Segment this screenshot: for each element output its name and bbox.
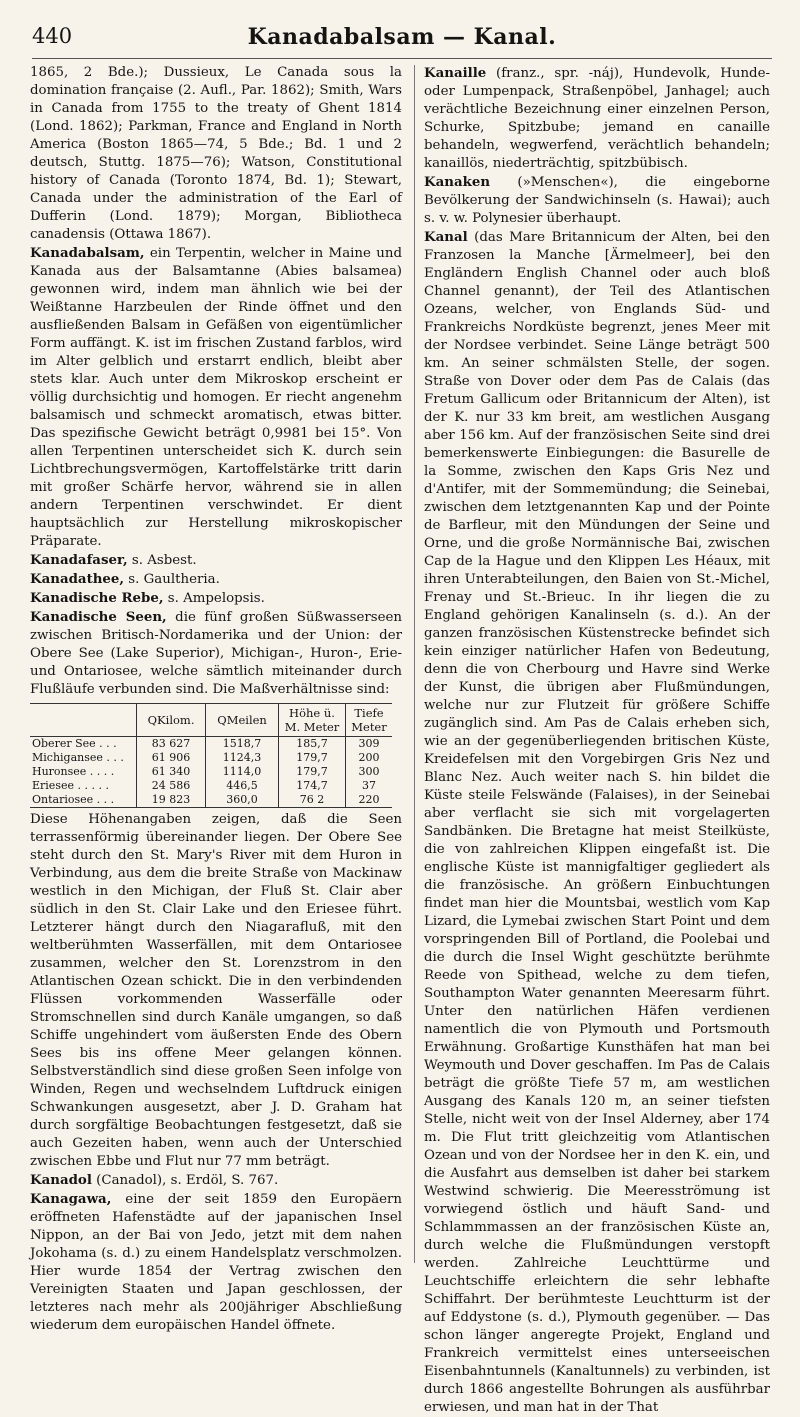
entry-headword: Kanaille	[424, 65, 487, 81]
lakes-description: Diese Höhenangaben zeigen, daß die Seen terrassenförmig übereinander liegen. Der Obere See steht durch den St. Mary's River mit dem Huron in Verbindung, aus dem die breite Straße von Mackinaw westlich in den Michigan, der Fluß St. Clair aber südlich in den St. Clair Lake und den Eriesee führt. Letzterer hängt durch den Niagarafluß, mit den weltberühmten Wasserfällen, mit dem Ontariosee zusammen, welcher den St. Lorenzstrom in den Atlantischen Ozean schickt. Die in den verbindenden Flüssen vorkommenden Wasserfälle oder Stromschnellen sind durch Kanäle umgangen, so daß Schiffe ungehindert vom äußersten Ende des Obern Sees bis ins offene Meer gelangen können. Selbstverständlich sind diese großen Seen infolge von Winden, Regen und wechselndem Luftdruck einigen Schwankungen ausgesetzt, aber J. D. Graham hat durch sorgfältige Beobachtungen festgesetzt, daß sie auch Gezeiten haben, wenn auch der Unterschied zwischen Ebbe und Flut nur 77 mm beträgt.	[30, 812, 402, 1169]
entry-headword: Kanadabalsam,	[30, 245, 145, 261]
table-row	[30, 779, 392, 793]
entry-headword: Kanadische Rebe,	[30, 590, 164, 606]
table-cell: 19 823	[137, 793, 206, 808]
entry-text: s. Gaultheria.	[124, 572, 220, 587]
entry-kanadische-seen	[30, 608, 402, 699]
entry-kanadabalsam	[30, 244, 402, 551]
table-cell: 185,7	[279, 737, 346, 752]
entry-headword: Kanaken	[424, 174, 491, 190]
table-cell: 179,7	[279, 765, 346, 779]
entry-kanadathee	[30, 570, 402, 589]
table-row	[30, 751, 392, 765]
entry-text: s. Asbest.	[127, 553, 197, 568]
table-cell: Eriesee . . . . .	[32, 779, 109, 792]
table-cell: 1518,7	[206, 737, 279, 752]
table-cell: 446,5	[206, 779, 279, 793]
entry-kanagawa	[30, 1190, 402, 1335]
entry-headword: Kanal	[424, 229, 468, 245]
table-header: QKilom.	[137, 704, 206, 737]
left-column	[30, 64, 403, 1333]
table-cell: 309	[346, 737, 393, 752]
table-cell: 179,7	[279, 751, 346, 765]
lakes-table	[30, 703, 392, 808]
table-cell: 174,7	[279, 779, 346, 793]
table-header: Höhe ü. M. Meter	[279, 704, 346, 737]
entry-kanadische-rebe	[30, 589, 402, 608]
entry-kanaille	[424, 64, 770, 173]
table-header-row	[30, 704, 392, 737]
entry-text: s. Ampelopsis.	[163, 591, 265, 606]
table-cell: 360,0	[206, 793, 279, 808]
table-cell: 220	[346, 793, 393, 808]
table-cell: Oberer See . . .	[32, 737, 117, 750]
table-cell: 76 2	[279, 793, 346, 808]
table-row	[30, 793, 392, 808]
entry-text: ein Terpentin, welcher in Maine und Kanada aus der Balsamtanne (Abies balsamea) gewonnen wird, indem man ähnlich wie bei der Weißtanne Harzbeulen der Rinde öffnet und den ausfließenden Balsam in Gefäßen von eigentümlicher Form auffängt. K. ist im frischen Zustand farblos, wird im Alter gelblich und erstarrt endlich, bleibt aber stets klar. Auch unter dem Mikroskop erscheint er völlig durchsichtig und homogen. Er riecht angenehm balsamisch und schmeckt aromatisch, etwas bitter. Das spezifische Gewicht beträgt 0,9981 bei 15°. Von allen Terpentinen unterscheidet sich K. durch sein Lichtbrechungsvermögen, Kartoffelstärke tritt darin mit großer Schärfe hervor, während sie in allen andern Terpentinen verschwindet. Er dient hauptsächlich zur Herstellung mikroskopischer Präparate.	[30, 246, 402, 549]
entry-kanadol	[30, 1171, 402, 1190]
entry-text: eine der seit 1859 den Europäern eröffneten Hafenstädte auf der japanischen Insel Nippon, an der Bai von Jedo, jetzt mit dem nahen Jokohama (s. d.) zu einem Handelsplatz verschmolzen. Hier wurde 1854 der Vertrag zwischen den Vereinigten Staaten und Japan geschlossen, der letzteres nach mehr als 200jähriger Abschließung wiederum dem europäischen Handel öffnete.	[30, 1192, 402, 1333]
table-cell: 1114,0	[206, 765, 279, 779]
page-header	[32, 12, 772, 52]
page-number: 440	[32, 24, 73, 48]
bibliography-continuation: 1865, 2 Bde.); Dussieux, Le Canada sous la domination française (2. Aufl., Par. 1862); Smith, Wars in Canada from 1755 to the treaty of Ghent 1814 (Lond. 1862); Parkman, France and England in North America (Boston 1865—74, 5 Bde.; Bd. 1 und 2 deutsch, Stuttg. 1875—76); Watson, Constitutional history of Canada (Toronto 1874, Bd. 1); Stewart, Canada under the administration of the Earl of Dufferin (Lond. 1879); Morgan, Bibliotheca canadensis (Ottawa 1867).	[30, 65, 402, 242]
table-cell: 83 627	[137, 737, 206, 752]
entry-headword: Kanadische Seen,	[30, 609, 167, 625]
table-header: Tiefe Meter	[346, 704, 393, 737]
table-row	[30, 765, 392, 779]
table-cell: 300	[346, 765, 393, 779]
table-cell: 61 906	[137, 751, 206, 765]
entry-kanadafaser	[30, 551, 402, 570]
entry-headword: Kanadathee,	[30, 571, 125, 587]
table-cell: 1124,3	[206, 751, 279, 765]
table-cell: 61 340	[137, 765, 206, 779]
table-header	[30, 704, 137, 737]
table-header: QMeilen	[206, 704, 279, 737]
table-cell: 37	[346, 779, 393, 793]
entry-headword: Kanadafaser,	[30, 552, 128, 568]
running-title: Kanadabalsam — Kanal.	[247, 24, 557, 50]
entry-text: (»Menschen«), die eingeborne Bevölkerung der Sandwichinseln (s. Hawai); auch s. v. w. Polynesier überhaupt.	[424, 175, 770, 226]
table-cell: 200	[346, 751, 393, 765]
entry-text: (das Mare Britannicum der Alten, bei den Franzosen la Manche [Ärmelmeer], bei den Engländern English Channel oder auch bloß Channel genannt), der Teil des Atlantischen Ozeans, welcher, von Englands Süd- und Frankreichs Nordküste begrenzt, jenes Meer mit der Nordsee verbindet. Seine Länge beträgt 500 km. An seiner schmälsten Stelle, der sogen. Straße von Dover oder dem Pas de Calais (das Fretum Gallicum oder Britannicum der Alten), ist der K. nur 33 km breit, am westlichen Ausgang aber 156 km. Auf der französischen Seite sind drei bemerkenswerte Einbiegungen: die Basurelle de la Somme, zwischen den Kaps Gris Nez und d'Antifer, mit der Sommemündung; die Seinebai, zwischen dem letztgenannten Kap und der Pointe de Barfleur, mit den Mündungen der Seine und Orne, und die große Normännische Bai, zwischen Cap de la Hague und den Klippen Les Héaux, mit ihren Unterabteilungen, den Baien von St.-Michel, Frenay und St.-Brieuc. In ihr liegen die zu England gehörigen Kanalinseln (s. d.). An der ganzen französischen Küstenstrecke befindet sich kein einziger natürlicher Hafen von Bedeutung, denn die von Cherbourg und Havre sind Werke der Kunst, die übrigen aber Flußmündungen, welche nur zur Flutzeit für größere Schiffe zugänglich sind. Am Pas de Calais erheben sich, wie an der gegenüberliegenden britischen Küste, Kreidefelsen mit den Vorgebirgen Gris Nez und Blanc Nez. Auch weiter nach S. hin bildet die Küste steile Felswände (Falaises), in der Seinebai aber verflacht sie sich mit vorgelagerten Sandbänken. Die Bretagne hat meist Steilküste, die von zahlreichen Klippen eingefaßt ist. Die englische Küste ist mannigfaltiger gegliedert als die französische. An größern Einbuchtungen findet man hier die Mountsbai, westlich vom Kap Lizard, die Lymebai zwischen Start Point und dem vorspringenden Bill of Portland, die Poolebai und die durch die Insel Wight geschützte berühmte Reede von Spithead, welche zu dem tiefen, Southampton Water genannten Meeresarm führt. Unter den natürlichen Häfen verdienen namentlich die von Plymouth und Portsmouth Erwähnung. Großartige Kunsthäfen hat man bei Weymouth und Dover geschaffen. Im Pas de Calais beträgt die größte Tiefe 57 m, am westlichen Ausgang des Kanals 120 m, an seiner tiefsten Stelle, nicht weit von der Insel Alderney, aber 174 m. Die Flut tritt gleichzeitig vom Atlantischen Ozean und von der Nordsee her in den K. ein, und die Ausfahrt aus demselben ist daher bei starkem Westwind schwierig. Die Meeresströmung ist vorwiegend östlich und häuft Sand- und Schlammmassen an der französischen Küste an, durch welche die Flußmündungen verstopft werden. Zahlreiche Leuchttürme und Leuchtschiffe erleichtern die sehr lebhafte Schiffahrt. Der berühmteste Leuchtturm ist der auf Eddystone (s. d.), Plymouth gegenüber. — Das schon länger angeregte Projekt, England und Frankreich vermittelst eines unterseeischen Eisenbahntunnels (Kanaltunnels) zu verbinden, ist durch 1866 angestellte Bohrungen als ausführbar erwiesen, und man hat in der That	[424, 230, 770, 1415]
table-cell: 24 586	[137, 779, 206, 793]
entry-headword: Kanagawa,	[30, 1191, 112, 1207]
right-column	[424, 64, 770, 1415]
table-cell: Huronsee . . . .	[32, 765, 115, 778]
entry-kanal	[424, 228, 770, 1417]
entry-text: die fünf großen Süßwasserseen zwischen Britisch-Nordamerika und der Union: der Obere See (Lake Superior), Michigan-, Huron-, Erie- und Ontariosee, welche sämtlich miteinander durch Flußläufe verbunden sind. Die Maßverhältnisse sind:	[30, 610, 403, 697]
entry-text: (Canadol), s. Erdöl, S. 767.	[91, 1173, 279, 1188]
column-divider	[414, 65, 415, 1263]
entry-text: (franz., spr. -náj), Hundevolk, Hunde- oder Lumpenpack, Straßenpöbel, Janhagel; auch verächtliche Bezeichnung einer einzelnen Person, Schurke, Spitzbube; jemand en canaille behandeln, wegwerfend, verächtlich behandeln; kanaillös, niederträchtig, spitzbübisch.	[424, 66, 770, 171]
entry-headword: Kanadol	[30, 1172, 92, 1188]
table-row	[30, 737, 392, 752]
table-cell: Michigansee . . .	[32, 751, 124, 764]
entry-kanaken	[424, 173, 770, 228]
header-rule	[32, 58, 772, 59]
table-cell: Ontariosee . . .	[30, 793, 137, 808]
